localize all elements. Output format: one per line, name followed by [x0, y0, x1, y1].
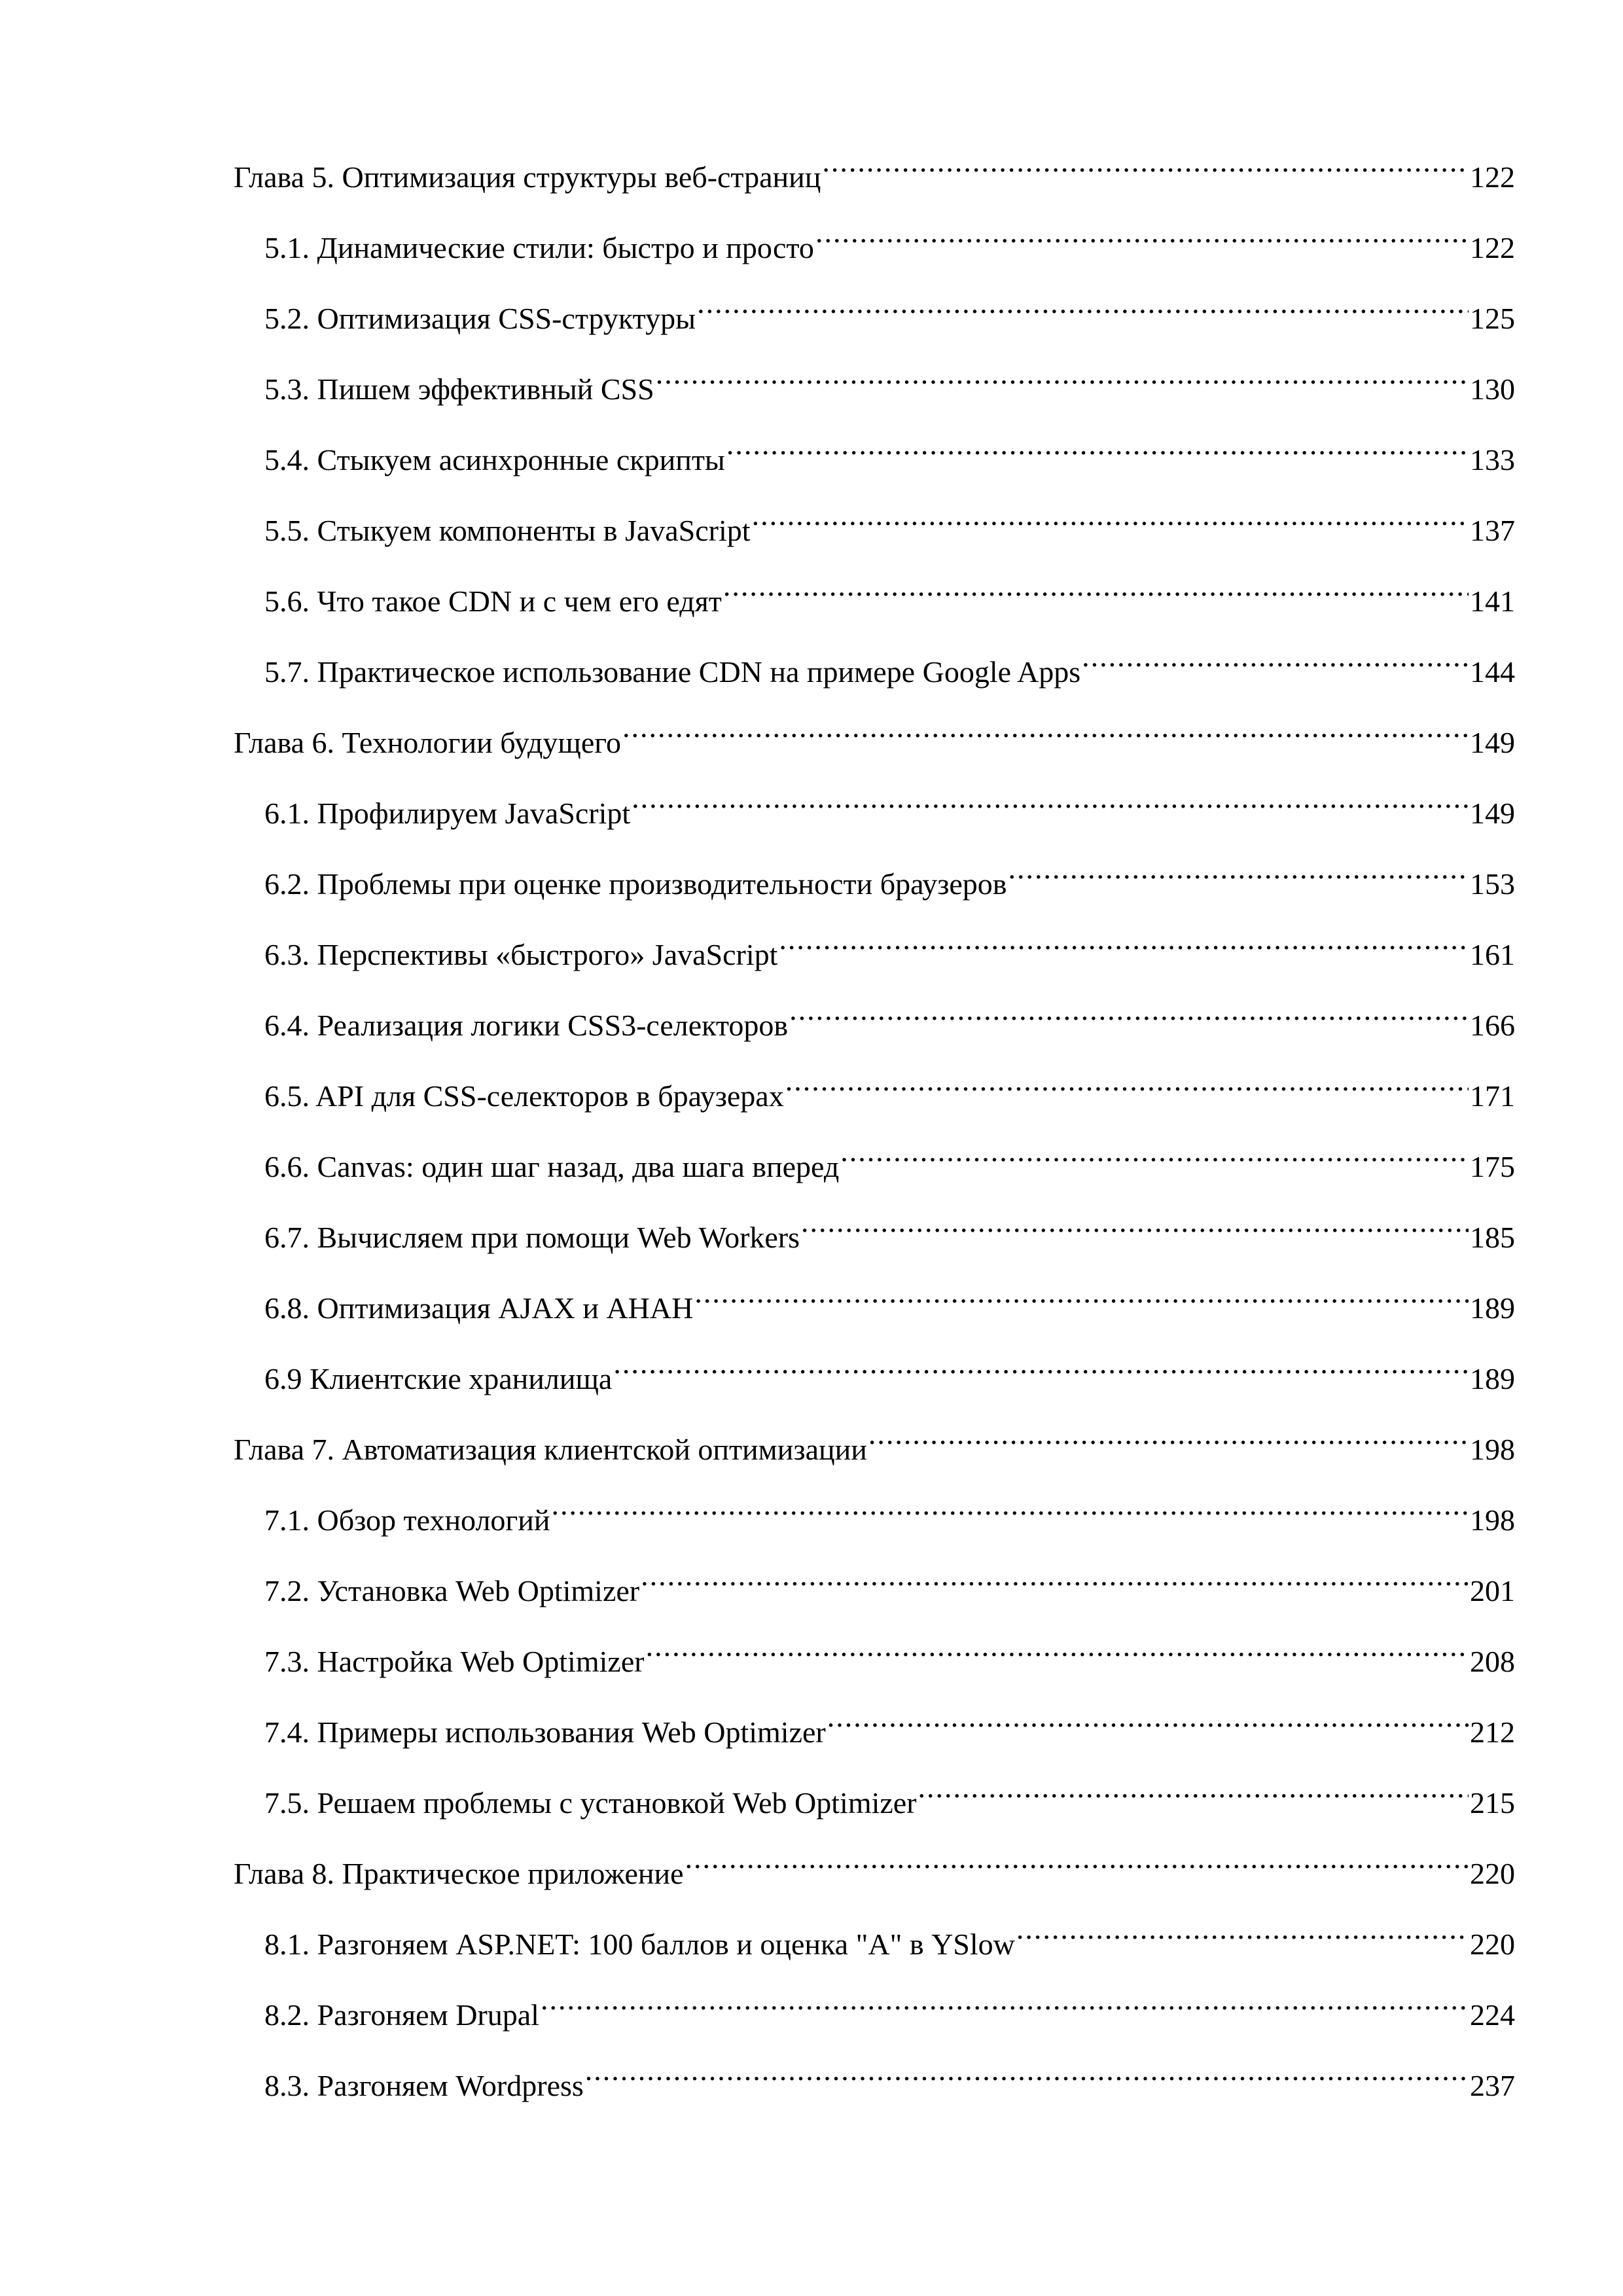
toc-section-entry[interactable] — [234, 360, 1515, 431]
toc-dot-leader — [694, 1279, 1469, 1318]
toc-section-entry[interactable] — [234, 431, 1515, 501]
toc-section-entry[interactable] — [234, 1491, 1515, 1562]
toc-entry-title: Глава 8. Практическое приложение — [234, 1857, 684, 1890]
toc-dot-leader — [613, 1350, 1469, 1389]
toc-section-entry[interactable] — [234, 1562, 1515, 1632]
toc-section-entry[interactable] — [234, 784, 1515, 855]
toc-section-entry[interactable] — [234, 1915, 1515, 1986]
toc-section-entry[interactable] — [234, 219, 1515, 289]
toc-page-number: 185 — [1470, 1221, 1515, 1254]
toc-entry-title: 5.4. Стыкуем асинхронные скрипты — [264, 443, 725, 476]
toc-entry-title: 6.2. Проблемы при оценке производительности браузеров — [264, 867, 1007, 901]
toc-page-number: 189 — [1470, 1362, 1515, 1395]
toc-dot-leader — [822, 148, 1469, 187]
toc-page-number: 171 — [1470, 1079, 1515, 1113]
toc-entry-title: 5.2. Оптимизация CSS-структуры — [264, 302, 696, 335]
toc-page-number: 166 — [1470, 1009, 1515, 1042]
toc-page-number: 144 — [1470, 655, 1515, 689]
toc-page-number: 153 — [1470, 867, 1515, 901]
toc-page-number: 137 — [1470, 514, 1515, 547]
toc-dot-leader — [779, 925, 1469, 965]
toc-entry-title: 7.3. Настройка Web Optimizer — [264, 1645, 645, 1678]
toc-page-number: 149 — [1470, 797, 1515, 830]
toc-page-number: 224 — [1470, 1998, 1515, 2032]
toc-dot-leader — [552, 1491, 1469, 1530]
toc-page-number: 198 — [1470, 1433, 1515, 1466]
table-of-contents — [234, 148, 1515, 2127]
toc-section-entry[interactable] — [234, 1279, 1515, 1350]
toc-dot-leader — [840, 1138, 1469, 1177]
toc-entry-title: 8.2. Разгоняем Drupal — [264, 1998, 539, 2032]
toc-entry-title: 6.8. Оптимизация AJAX и AHAH — [264, 1291, 694, 1325]
toc-dot-leader — [632, 784, 1469, 823]
toc-entry-title: 6.5. API для CSS-селекторов в браузерах — [264, 1079, 784, 1113]
toc-section-entry[interactable] — [234, 996, 1515, 1067]
toc-section-entry[interactable] — [234, 1138, 1515, 1208]
toc-section-entry[interactable] — [234, 1208, 1515, 1279]
toc-section-entry[interactable] — [234, 289, 1515, 360]
toc-page-number: 189 — [1470, 1291, 1515, 1325]
toc-entry-title: 6.4. Реализация логики CSS3-селекторов — [264, 1009, 789, 1042]
toc-section-entry[interactable] — [234, 1986, 1515, 2056]
toc-page-number: 122 — [1470, 160, 1515, 194]
toc-section-entry[interactable] — [234, 1703, 1515, 1774]
toc-page-number: 122 — [1470, 231, 1515, 264]
toc-page-number: 198 — [1470, 1503, 1515, 1537]
toc-entry-title: 7.4. Примеры использования Web Optimizer — [264, 1715, 826, 1749]
toc-page-number: 141 — [1470, 584, 1515, 618]
toc-dot-leader — [585, 2056, 1469, 2096]
toc-entry-title: 6.3. Перспективы «быстрого» JavaScript — [264, 938, 778, 971]
toc-section-entry[interactable] — [234, 1067, 1515, 1138]
toc-page-number: 237 — [1470, 2069, 1515, 2102]
toc-dot-leader — [918, 1774, 1469, 1813]
toc-entry-title: 5.3. Пишем эффективный CSS — [264, 372, 654, 406]
toc-dot-leader — [1008, 855, 1469, 894]
toc-entry-title: 8.3. Разгоняем Wordpress — [264, 2069, 584, 2102]
toc-section-entry[interactable] — [234, 1774, 1515, 1844]
toc-page-number: 133 — [1470, 443, 1515, 476]
toc-dot-leader — [1016, 1915, 1469, 1954]
toc-dot-leader — [785, 1067, 1469, 1106]
toc-dot-leader — [726, 431, 1469, 470]
toc-entry-title: Глава 6. Технологии будущего — [234, 726, 621, 759]
toc-page-number: 130 — [1470, 372, 1515, 406]
toc-dot-leader — [646, 1632, 1469, 1672]
toc-page-number: 161 — [1470, 938, 1515, 971]
toc-section-entry[interactable] — [234, 501, 1515, 572]
toc-dot-leader — [1082, 643, 1469, 682]
toc-dot-leader — [622, 713, 1469, 753]
toc-page-number: 220 — [1470, 1928, 1515, 1961]
toc-entry-title: Глава 5. Оптимизация структуры веб-страниц — [234, 160, 821, 194]
toc-dot-leader — [685, 1844, 1469, 1884]
toc-entry-title: 5.1. Динамические стили: быстро и просто — [264, 231, 814, 264]
toc-page-number: 208 — [1470, 1645, 1515, 1678]
toc-dot-leader — [868, 1420, 1469, 1460]
toc-entry-title: 7.5. Решаем проблемы с установкой Web Optimizer — [264, 1786, 917, 1820]
toc-page-number: 175 — [1470, 1150, 1515, 1183]
toc-page-number: 149 — [1470, 726, 1515, 759]
toc-dot-leader — [723, 572, 1469, 611]
toc-section-entry[interactable] — [234, 572, 1515, 643]
toc-section-entry[interactable] — [234, 2056, 1515, 2127]
toc-chapter-entry[interactable] — [234, 148, 1515, 219]
toc-page-number: 215 — [1470, 1786, 1515, 1820]
toc-entry-title: 6.7. Вычисляем при помощи Web Workers — [264, 1221, 800, 1254]
toc-entry-title: 7.2. Установка Web Optimizer — [264, 1574, 640, 1607]
toc-section-entry[interactable] — [234, 925, 1515, 996]
toc-page-number: 220 — [1470, 1857, 1515, 1890]
toc-entry-title: 6.1. Профилируем JavaScript — [264, 797, 631, 830]
toc-chapter-entry[interactable] — [234, 1844, 1515, 1915]
toc-entry-title: 5.7. Практическое использование CDN на примере Google Apps — [264, 655, 1081, 689]
toc-entry-title: Глава 7. Автоматизация клиентской оптимизации — [234, 1433, 867, 1466]
toc-section-entry[interactable] — [234, 1350, 1515, 1420]
toc-dot-leader — [827, 1703, 1469, 1742]
toc-entry-title: 7.1. Обзор технологий — [264, 1503, 550, 1537]
toc-page-number: 212 — [1470, 1715, 1515, 1749]
toc-dot-leader — [541, 1986, 1469, 2025]
toc-dot-leader — [752, 501, 1469, 541]
toc-dot-leader — [697, 289, 1469, 329]
toc-section-entry[interactable] — [234, 1632, 1515, 1703]
toc-chapter-entry[interactable] — [234, 713, 1515, 784]
toc-dot-leader — [656, 360, 1469, 399]
toc-entry-title: 5.6. Что такое CDN и с чем его едят — [264, 584, 722, 618]
toc-page-number: 125 — [1470, 302, 1515, 335]
toc-section-entry[interactable] — [234, 643, 1515, 713]
toc-dot-leader — [789, 996, 1469, 1035]
toc-entry-title: 5.5. Стыкуем компоненты в JavaScript — [264, 514, 751, 547]
toc-dot-leader — [641, 1562, 1469, 1601]
toc-dot-leader — [815, 219, 1469, 258]
toc-chapter-entry[interactable] — [234, 1420, 1515, 1491]
toc-entry-title: 6.9 Клиентские хранилища — [264, 1362, 613, 1395]
toc-dot-leader — [801, 1208, 1469, 1247]
toc-page-number: 201 — [1470, 1574, 1515, 1607]
toc-entry-title: 8.1. Разгоняем ASP.NET: 100 баллов и оценка "A" в YSlow — [264, 1928, 1015, 1961]
toc-section-entry[interactable] — [234, 855, 1515, 925]
toc-entry-title: 6.6. Canvas: один шаг назад, два шага вперед — [264, 1150, 840, 1183]
